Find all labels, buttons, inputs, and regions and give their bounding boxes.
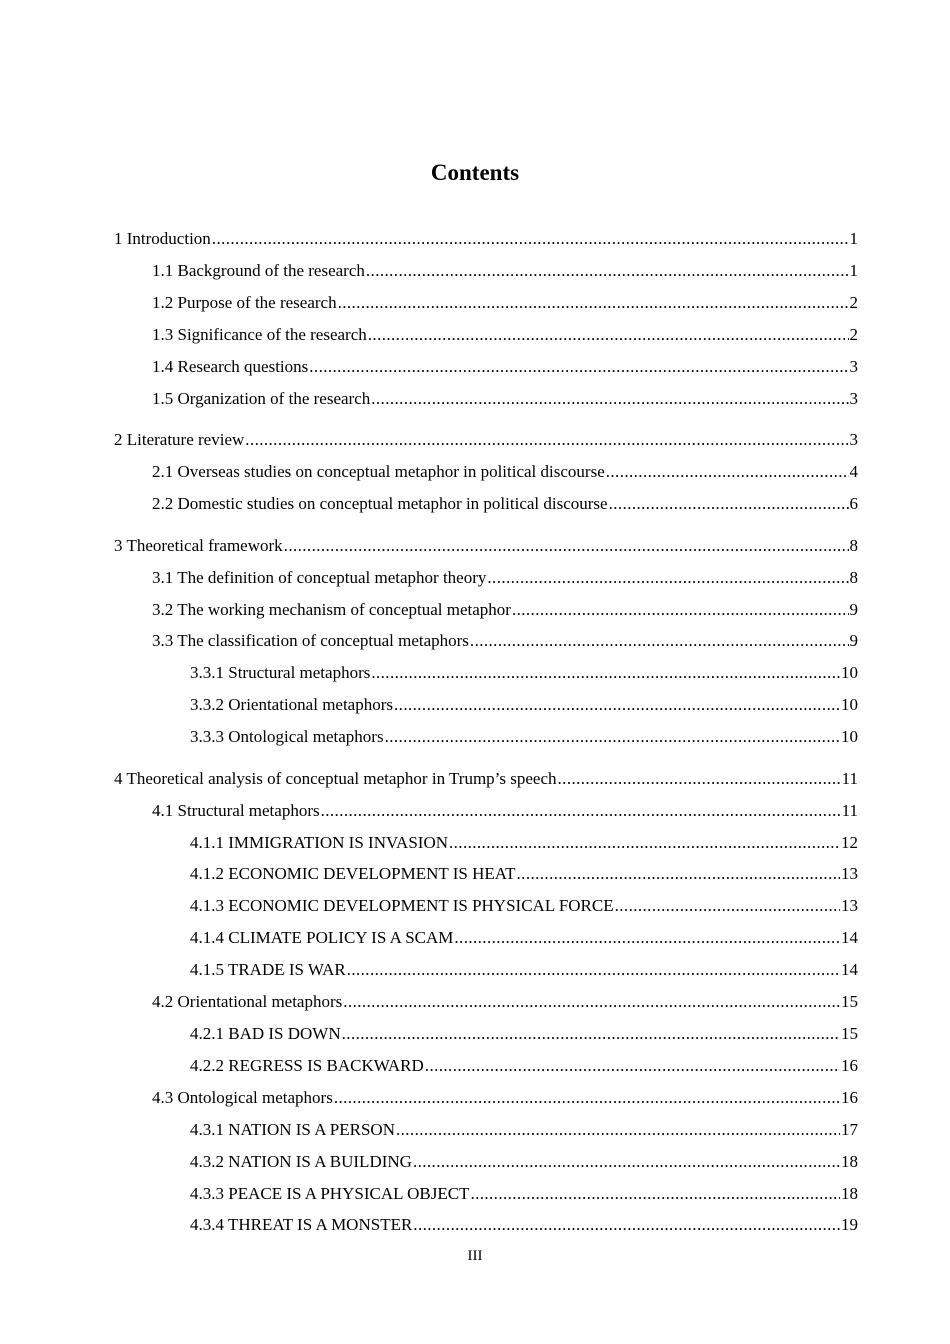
page-title: Contents: [430, 160, 520, 185]
toc-entry-label: 1.2 Purpose of the research: [152, 293, 337, 312]
toc-entry-label: 4.3.1 NATION IS A PERSON: [190, 1120, 395, 1139]
toc-entry-label: 2 Literature review: [114, 430, 245, 449]
toc-entry-page: 15: [841, 992, 858, 1011]
dot-leader: [394, 694, 840, 716]
dot-leader: [284, 535, 849, 557]
toc-entry-page: 3: [849, 430, 858, 449]
dot-leader: [606, 461, 849, 483]
dot-leader: [309, 356, 848, 378]
toc-entry-page: 14: [841, 960, 858, 979]
toc-entry-page: 9: [849, 600, 858, 619]
toc-entry-label: 4.2.2 REGRESS IS BACKWARD: [190, 1056, 424, 1075]
dot-leader: [609, 493, 849, 515]
toc-entry[interactable]: [152, 630, 858, 652]
dot-leader: [371, 388, 848, 410]
dot-leader: [470, 630, 849, 652]
toc-entry-page: 3: [849, 357, 858, 376]
toc-entry[interactable]: [190, 959, 858, 981]
toc-entry-page: 17: [841, 1120, 858, 1139]
dot-leader: [413, 1151, 840, 1173]
dot-leader: [245, 429, 848, 451]
toc-entry-page: 11: [841, 769, 858, 788]
toc-entry-label: 1.1 Background of the research: [152, 261, 365, 280]
dot-leader: [385, 726, 840, 748]
toc-entry-page: 11: [841, 801, 858, 820]
toc-entry-label: 4.1.2 ECONOMIC DEVELOPMENT IS HEAT: [190, 864, 516, 883]
toc-entry-label: 4.3.2 NATION IS A BUILDING: [190, 1152, 412, 1171]
dot-leader: [449, 832, 840, 854]
toc-entry-page: 2: [849, 325, 858, 344]
toc-entry-page: 18: [841, 1152, 858, 1171]
dot-leader: [396, 1119, 840, 1141]
toc-entry[interactable]: [190, 694, 858, 716]
toc-entry[interactable]: [152, 324, 858, 346]
toc-entry[interactable]: [152, 461, 858, 483]
toc-entry[interactable]: [190, 662, 858, 684]
toc-entry[interactable]: [114, 768, 858, 790]
dot-leader: [371, 662, 840, 684]
toc-entry[interactable]: [190, 1023, 858, 1045]
toc-entry-page: 18: [841, 1184, 858, 1203]
dot-leader: [338, 292, 849, 314]
dot-leader: [343, 991, 840, 1013]
toc-entry-label: 3 Theoretical framework: [114, 536, 283, 555]
toc-entry[interactable]: [152, 356, 858, 378]
toc-entry-label: 4.1.4 CLIMATE POLICY IS A SCAM: [190, 928, 454, 947]
toc-entry-label: 4.2.1 BAD IS DOWN: [190, 1024, 341, 1043]
toc-entry[interactable]: [190, 1151, 858, 1173]
toc-entry-label: 3.1 The definition of conceptual metaphor theory: [152, 568, 487, 587]
toc-entry-label: 4.1.3 ECONOMIC DEVELOPMENT IS PHYSICAL FORCE: [190, 896, 614, 915]
toc-entry[interactable]: [114, 535, 858, 557]
dot-leader: [347, 959, 840, 981]
toc-entry[interactable]: [114, 228, 858, 250]
toc-entry-page: 14: [841, 928, 858, 947]
dot-leader: [558, 768, 841, 790]
dot-leader: [454, 927, 840, 949]
toc-entry-page: 1: [849, 229, 858, 248]
toc-entry-page: 9: [849, 631, 858, 650]
toc-entry[interactable]: [152, 260, 858, 282]
toc-entry[interactable]: [152, 800, 858, 822]
toc-entry-page: 3: [849, 389, 858, 408]
toc-entry[interactable]: [190, 726, 858, 748]
toc-entry-page: 1: [849, 261, 858, 280]
toc-entry[interactable]: [152, 388, 858, 410]
toc-entry-label: 4.1.5 TRADE IS WAR: [190, 960, 346, 979]
toc-entry[interactable]: [114, 429, 858, 451]
dot-leader: [517, 863, 840, 885]
dot-leader: [342, 1023, 840, 1045]
toc-entry[interactable]: [190, 1119, 858, 1141]
toc-entry-label: 3.3 The classification of conceptual metaphors: [152, 631, 469, 650]
toc-entry-page: 16: [841, 1088, 858, 1107]
dot-leader: [212, 228, 849, 250]
toc-entry[interactable]: [190, 895, 858, 917]
toc-entry-label: 3.2 The working mechanism of conceptual metaphor: [152, 600, 511, 619]
toc-entry-page: 10: [841, 695, 858, 714]
dot-leader: [368, 324, 849, 346]
toc-entry-label: 4.3.3 PEACE IS A PHYSICAL OBJECT: [190, 1184, 470, 1203]
toc-entry-page: 6: [849, 494, 858, 513]
toc-entry-page: 15: [841, 1024, 858, 1043]
dot-leader: [334, 1087, 840, 1109]
toc-entry[interactable]: [190, 863, 858, 885]
toc-entry[interactable]: [152, 567, 858, 589]
dot-leader: [366, 260, 849, 282]
toc-entry-page: 19: [841, 1215, 858, 1234]
toc-entry-page: 13: [841, 864, 858, 883]
toc-entry[interactable]: [152, 292, 858, 314]
toc-entry-page: 4: [849, 462, 858, 481]
toc-entry[interactable]: [190, 1055, 858, 1077]
toc-entry[interactable]: [152, 1087, 858, 1109]
dot-leader: [470, 1183, 840, 1205]
toc-entry-label: 4.1 Structural metaphors: [152, 801, 320, 820]
toc-entry-label: 1 Introduction: [114, 229, 211, 248]
toc-entry-label: 4 Theoretical analysis of conceptual metaphor in Trump’s speech: [114, 769, 557, 788]
toc-entry-label: 1.5 Organization of the research: [152, 389, 371, 408]
toc-entry-label: 4.2 Orientational metaphors: [152, 992, 343, 1011]
toc-entry-label: 4.3 Ontological metaphors: [152, 1088, 333, 1107]
toc-entry[interactable]: [190, 1214, 858, 1236]
dot-leader: [615, 895, 840, 917]
toc-entry-page: 8: [849, 536, 858, 555]
toc-entry-label: 4.1.1 IMMIGRATION IS INVASION: [190, 833, 448, 852]
dot-leader: [512, 599, 849, 621]
dot-leader: [321, 800, 841, 822]
toc-entry-label: 1.3 Significance of the research: [152, 325, 367, 344]
page-number-footer: III: [467, 1248, 483, 1264]
toc-entry-label: 3.3.2 Orientational metaphors: [190, 695, 394, 714]
toc-entry[interactable]: [190, 832, 858, 854]
toc-entry-label: 4.3.4 THREAT IS A MONSTER: [190, 1215, 413, 1234]
toc-entry-label: 2.2 Domestic studies on conceptual metaphor in political discourse: [152, 494, 608, 513]
dot-leader: [425, 1055, 840, 1077]
toc-entry-page: 13: [841, 896, 858, 915]
toc-entry-label: 2.1 Overseas studies on conceptual metaphor in political discourse: [152, 462, 605, 481]
toc-entry[interactable]: [152, 599, 858, 621]
toc-entry[interactable]: [190, 927, 858, 949]
toc-entry-label: 3.3.3 Ontological metaphors: [190, 727, 384, 746]
toc-entry-label: 1.4 Research questions: [152, 357, 309, 376]
toc-entry[interactable]: [152, 991, 858, 1013]
toc-entry-page: 2: [849, 293, 858, 312]
toc-entry-page: 8: [849, 568, 858, 587]
toc-entry-page: 10: [841, 663, 858, 682]
toc-entry[interactable]: [152, 493, 858, 515]
toc-entry-page: 10: [841, 727, 858, 746]
toc-entry-label: 3.3.1 Structural metaphors: [190, 663, 371, 682]
toc-entry[interactable]: [190, 1183, 858, 1205]
toc-entry-page: 12: [841, 833, 858, 852]
dot-leader: [487, 567, 848, 589]
dot-leader: [413, 1214, 840, 1236]
toc-entry-page: 16: [841, 1056, 858, 1075]
